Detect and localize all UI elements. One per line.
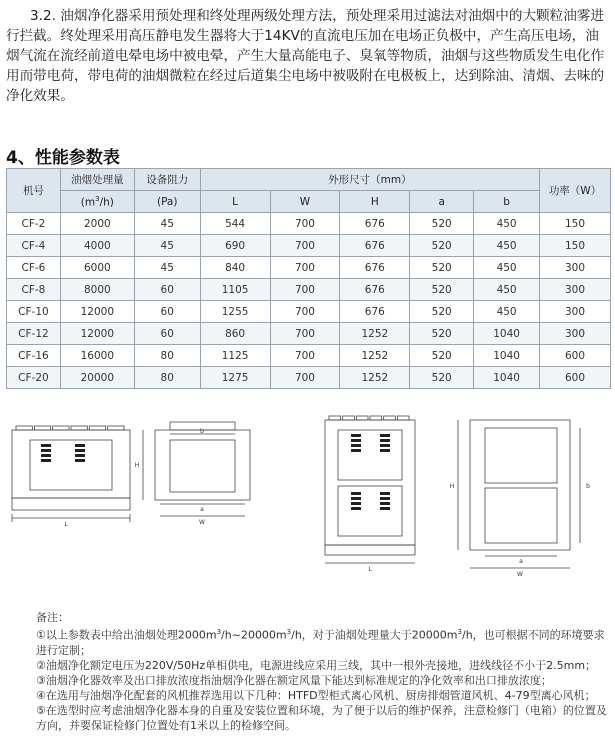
insulator-icon [75,449,85,452]
table-cell: 20000 [60,367,134,389]
insulator-icon [351,449,361,452]
insulator-icon [380,507,390,510]
insulator-icon [380,449,390,452]
table-cell: 700 [270,323,340,345]
label-W-2: W [199,519,205,526]
label-H-4: H [449,483,455,490]
table-cell: 450 [474,257,540,279]
table-cell: 700 [270,213,340,235]
header-sub-a: a [410,191,474,213]
note-4: ④在选用与油烟净化配套的风机推荐选用以下几种：HTFD型柜式离心风机、厨房排烟管道风机、4-79型离心风机； [36,688,596,702]
header-volume-unit [60,191,134,213]
note-1: ①以上参数表中给出油烟处理$2000m^3/h\sim 20000m^3/h$，对于油烟处理量大于$20000m^3/h$，也可根据不同的环境要求进行定制； [36,628,605,657]
header-resistance-unit: (Pa) [134,191,200,213]
header-sub-b: b [474,191,540,213]
label-a-2: a [200,506,204,513]
intro-paragraph [6,6,606,106]
header-sub-H: H [340,191,410,213]
label-b-4: b [586,483,590,490]
unit-3-base [325,545,415,555]
header-sub-L: L [200,191,270,213]
table-cell: 1252 [340,367,410,389]
unit-3-panel-bottom [338,486,402,536]
insulator-icon [75,454,85,457]
insulator-icon [75,459,85,462]
table-cell: 2000 [60,213,134,235]
table-cell: 150 [540,235,611,257]
table-cell: 520 [410,301,474,323]
header-volume-label: 油烟处理量 [71,174,124,186]
table-cell: 860 [200,323,270,345]
table-cell: 6000 [60,257,134,279]
table-cell: 700 [270,257,340,279]
table-row [7,367,611,389]
table-cell: 676 [340,279,410,301]
table-cell: CF-16 [7,345,61,367]
table-cell: 45 [134,213,200,235]
table-cell: CF-2 [7,213,61,235]
table-cell: 1105 [200,279,270,301]
table-row [7,235,611,257]
insulator-icon [351,434,361,437]
unit-4-panel-bottom [485,488,557,543]
table-cell: 690 [200,235,270,257]
insulator-icon [41,454,51,457]
table-cell: 700 [270,345,340,367]
table-cell: 60 [134,323,200,345]
table-cell: 300 [540,301,611,323]
table-cell: 300 [540,257,611,279]
table-cell: 676 [340,257,410,279]
table-cell: 300 [540,279,611,301]
table-cell: CF-12 [7,323,61,345]
table-cell: 676 [340,301,410,323]
table-subheader-row [7,191,611,213]
table-cell: 1252 [340,345,410,367]
table-cell: 300 [540,323,611,345]
label-L-1: L [64,521,68,528]
note-5: ⑤在选型时应考虑油烟净化器本身的自重及安装位置和环境，为了便于以后的维护保养，注意检修门（电箱）的位置及方向，并要保证检修门位置处有1米以上的检修空间。 [36,703,607,732]
table-row [7,279,611,301]
table-cell: CF-4 [7,235,61,257]
unit-1-flange [53,426,69,430]
insulator-icon [351,507,361,510]
table-cell: 8000 [60,279,134,301]
notes [6,610,608,733]
table-cell: 520 [410,257,474,279]
notes-heading: 备注： [36,611,69,624]
table-cell: 700 [270,279,340,301]
insulator-icon [41,449,51,452]
volume-unit-post: /h) [99,196,114,209]
insulator-icon [380,492,390,495]
insulator-icon [380,439,390,442]
table-cell: 520 [410,279,474,301]
table-cell: 520 [410,323,474,345]
unit-3-flange [343,416,355,420]
intro-text: 3.2. 油烟净化器采用预处理和终处理两级处理方法，预处理采用过滤法对油烟中的大颗粒油雾进行拦截。终处理采用高压静电发生器将大于14KV的直流电压加在电场正负极中，产生高压电场，油烟气流在流经前道电晕电场中被电晕，产生大量高能电子、臭氧等物质，油烟与这些物质发生电化作用而带电荷，带电荷的油烟微粒在经过后道集尘电场中被吸附在电极板上，达到除油、清烟、去味的净化效果。 [6,8,605,104]
note-3: ③油烟净化器效率及出口排放浓度指油烟净化器在额定风量下能达到标准规定的净化效率和出口排放浓度； [36,673,552,687]
table-cell: 544 [200,213,270,235]
label-W-4: W [517,571,523,578]
note-2: ②油烟净化额定电压为220V/50Hz单相供电，电源进线应采用三线，其中一根外壳接地，进线线径不小于2.5mm； [36,658,597,672]
table-body [7,213,611,389]
table-cell: 676 [340,235,410,257]
insulator-icon [75,444,85,447]
volume-unit-pre: (m [80,196,96,209]
table-cell: CF-20 [7,367,61,389]
header-resistance-label: 设备阻力 [146,174,189,186]
table-cell: 80 [134,367,200,389]
unit-1-flange [34,426,50,430]
header-volume [60,169,134,191]
unit-1-panel [30,440,112,490]
label-b-2: b [200,428,204,435]
table-row [7,213,611,235]
insulator-icon [380,444,390,447]
insulator-icon [351,502,361,505]
unit-1-base [12,498,130,510]
table-cell: 60 [134,301,200,323]
table-cell: 16000 [60,345,134,367]
performance-table [6,168,611,389]
table-cell: 700 [270,367,340,389]
unit-1-flange [108,426,124,430]
unit-3-flange [370,416,382,420]
header-power: 功率（W） [540,169,611,213]
table-cell: 700 [270,301,340,323]
table-cell: 1040 [474,323,540,345]
table-cell: 450 [474,235,540,257]
table-row [7,345,611,367]
label-L-3: L [368,566,372,573]
unit-3-flange [397,416,409,420]
insulator-icon [380,502,390,505]
table-cell: 676 [340,213,410,235]
table-cell: 520 [410,367,474,389]
insulator-icon [351,497,361,500]
unit-2-panel [170,440,235,492]
table-cell: CF-8 [7,279,61,301]
table-cell: 840 [200,257,270,279]
table-cell: 1125 [200,345,270,367]
table-header-row [7,169,611,191]
insulator-icon [380,497,390,500]
header-sub-W: W [270,191,340,213]
insulator-icon [351,444,361,447]
table-cell: 1040 [474,367,540,389]
table-cell: 600 [540,367,611,389]
table-row [7,257,611,279]
table-cell: 1252 [340,323,410,345]
table-cell: 1255 [200,301,270,323]
unit-3-flange [356,416,368,420]
insulator-icon [41,459,51,462]
volume-unit-sup: 3 [95,194,100,203]
insulator-icon [380,434,390,437]
table-cell: CF-10 [7,301,61,323]
table-cell: 12000 [60,323,134,345]
unit-4-panel-top [485,428,557,483]
table-cell: 450 [474,213,540,235]
table-cell: 1275 [200,367,270,389]
table-row [7,323,611,345]
equipment-drawings [0,400,615,600]
table-cell: 45 [134,257,200,279]
table-row [7,301,611,323]
label-H-2: H [134,462,140,469]
insulator-icon [351,492,361,495]
table-cell: 600 [540,345,611,367]
insulator-icon [41,444,51,447]
table-cell: 450 [474,279,540,301]
unit-1-flange [89,426,105,430]
table-cell: 450 [474,301,540,323]
table-cell: 150 [540,213,611,235]
table-cell: 1040 [474,345,540,367]
table-cell: 700 [270,235,340,257]
label-a-4: a [519,558,523,565]
header-dimensions: 外形尺寸（mm） [200,169,539,191]
table-cell: 60 [134,279,200,301]
table-cell: 520 [410,345,474,367]
table-cell: 80 [134,345,200,367]
table-cell: 4000 [60,235,134,257]
header-resistance [134,169,200,191]
table-cell: CF-6 [7,257,61,279]
table-cell: 520 [410,235,474,257]
table-cell: 520 [410,213,474,235]
table-cell: 12000 [60,301,134,323]
insulator-icon [351,439,361,442]
unit-2-body [155,430,250,500]
unit-3-panel-top [338,430,402,480]
unit-1-flange [71,426,87,430]
unit-1-flange [16,426,32,430]
unit-3-flange [329,416,341,420]
unit-3-body [325,420,415,545]
header-model: 机号 [7,169,61,213]
section-title: 4、性能参数表 [6,148,120,168]
table-cell: 45 [134,235,200,257]
unit-3-flange [384,416,396,420]
